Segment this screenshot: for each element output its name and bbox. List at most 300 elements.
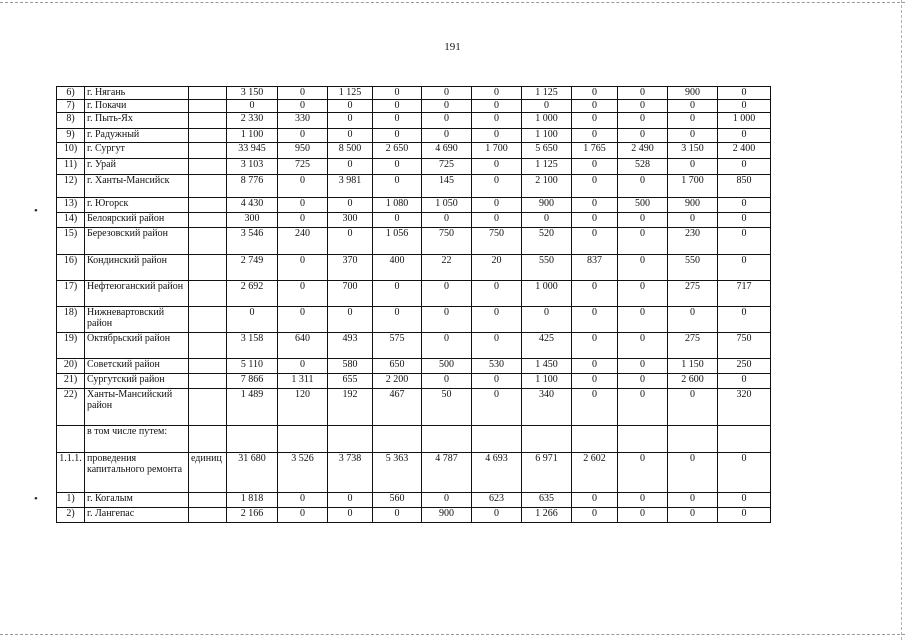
value-cell	[328, 426, 373, 453]
value-cell: 0	[618, 255, 668, 281]
row-index: 1.1.1.	[57, 453, 85, 493]
value-cell: 0	[278, 87, 328, 100]
page-number: 191	[444, 41, 461, 53]
value-cell: 0	[618, 389, 668, 426]
value-cell	[718, 426, 771, 453]
row-index: 10)	[57, 143, 85, 159]
value-cell: 0	[472, 113, 522, 129]
value-cell: 0	[618, 175, 668, 198]
row-name: Белоярский район	[85, 213, 189, 228]
value-cell: 0	[572, 129, 618, 143]
value-cell: 3 150	[668, 143, 718, 159]
row-name: г. Покачи	[85, 100, 189, 113]
value-cell: 0	[572, 281, 618, 307]
row-unit	[189, 493, 227, 508]
value-cell: 0	[718, 213, 771, 228]
value-cell: 3 526	[278, 453, 328, 493]
table-row	[57, 333, 771, 359]
value-cell: 580	[328, 359, 373, 374]
value-cell: 493	[328, 333, 373, 359]
value-cell: 750	[422, 228, 472, 255]
value-cell: 1 125	[522, 87, 572, 100]
value-cell: 0	[472, 374, 522, 389]
value-cell: 4 690	[422, 143, 472, 159]
value-cell: 0	[472, 508, 522, 523]
table-row	[57, 493, 771, 508]
value-cell: 0	[422, 493, 472, 508]
value-cell: 0	[618, 508, 668, 523]
value-cell: 0	[718, 374, 771, 389]
value-cell: 1 000	[522, 281, 572, 307]
value-cell	[227, 426, 278, 453]
value-cell: 0	[278, 198, 328, 213]
value-cell: 8 500	[328, 143, 373, 159]
value-cell: 31 680	[227, 453, 278, 493]
row-index: 22)	[57, 389, 85, 426]
value-cell: 0	[718, 87, 771, 100]
row-name: г. Сургут	[85, 143, 189, 159]
value-cell: 837	[572, 255, 618, 281]
row-index: 17)	[57, 281, 85, 307]
value-cell: 425	[522, 333, 572, 359]
row-name: Ханты-Мансийский район	[85, 389, 189, 426]
value-cell: 0	[618, 100, 668, 113]
value-cell: 0	[328, 159, 373, 175]
value-cell: 0	[227, 307, 278, 333]
value-cell: 950	[278, 143, 328, 159]
value-cell: 2 330	[227, 113, 278, 129]
row-unit	[189, 87, 227, 100]
row-unit	[189, 113, 227, 129]
value-cell: 1 765	[572, 143, 618, 159]
value-cell: 655	[328, 374, 373, 389]
row-index: 20)	[57, 359, 85, 374]
value-cell: 750	[718, 333, 771, 359]
value-cell: 230	[668, 228, 718, 255]
value-cell: 0	[572, 493, 618, 508]
row-index: 13)	[57, 198, 85, 213]
row-index: 1)	[57, 493, 85, 508]
value-cell: 0	[373, 129, 422, 143]
row-name: Кондинский район	[85, 255, 189, 281]
scan-edge-bottom	[0, 634, 905, 635]
value-cell: 0	[618, 129, 668, 143]
value-cell: 0	[373, 113, 422, 129]
value-cell: 0	[718, 198, 771, 213]
value-cell: 717	[718, 281, 771, 307]
value-cell: 0	[278, 508, 328, 523]
value-cell: 0	[618, 213, 668, 228]
value-cell: 0	[278, 255, 328, 281]
value-cell: 1 080	[373, 198, 422, 213]
value-cell	[522, 426, 572, 453]
value-cell: 0	[278, 307, 328, 333]
value-cell: 0	[572, 333, 618, 359]
value-cell: 275	[668, 281, 718, 307]
value-cell: 0	[522, 307, 572, 333]
value-cell: 1 100	[227, 129, 278, 143]
value-cell: 0	[718, 228, 771, 255]
table-row	[57, 281, 771, 307]
value-cell: 0	[572, 113, 618, 129]
value-cell: 33 945	[227, 143, 278, 159]
value-cell: 0	[373, 307, 422, 333]
value-cell: 0	[522, 100, 572, 113]
value-cell: 0	[472, 198, 522, 213]
value-cell: 370	[328, 255, 373, 281]
value-cell: 700	[328, 281, 373, 307]
row-index: 8)	[57, 113, 85, 129]
value-cell: 0	[668, 129, 718, 143]
value-cell: 1 818	[227, 493, 278, 508]
value-cell: 7 866	[227, 374, 278, 389]
value-cell: 0	[328, 129, 373, 143]
value-cell: 250	[718, 359, 771, 374]
value-cell: 0	[373, 159, 422, 175]
value-cell: 0	[572, 100, 618, 113]
value-cell: 0	[472, 129, 522, 143]
value-cell: 0	[618, 87, 668, 100]
value-cell: 0	[718, 100, 771, 113]
row-unit	[189, 508, 227, 523]
table-row	[57, 374, 771, 389]
table-body	[57, 87, 771, 523]
value-cell: 6 971	[522, 453, 572, 493]
value-cell: 330	[278, 113, 328, 129]
value-cell: 400	[373, 255, 422, 281]
row-name: Сургутский район	[85, 374, 189, 389]
table-row	[57, 198, 771, 213]
value-cell: 8 776	[227, 175, 278, 198]
value-cell: 0	[373, 100, 422, 113]
value-cell: 0	[422, 307, 472, 333]
value-cell: 0	[572, 374, 618, 389]
value-cell: 0	[472, 213, 522, 228]
value-cell: 0	[422, 129, 472, 143]
value-cell: 850	[718, 175, 771, 198]
value-cell: 0	[718, 159, 771, 175]
value-cell: 900	[522, 198, 572, 213]
value-cell: 320	[718, 389, 771, 426]
table-row	[57, 213, 771, 228]
value-cell: 0	[278, 175, 328, 198]
value-cell: 0	[328, 508, 373, 523]
value-cell: 623	[472, 493, 522, 508]
row-unit	[189, 359, 227, 374]
value-cell: 0	[472, 389, 522, 426]
value-cell: 1 100	[522, 129, 572, 143]
value-cell	[278, 426, 328, 453]
value-cell: 240	[278, 228, 328, 255]
value-cell: 2 650	[373, 143, 422, 159]
value-cell: 560	[373, 493, 422, 508]
value-cell: 0	[472, 100, 522, 113]
value-cell: 0	[278, 359, 328, 374]
value-cell: 1 100	[522, 374, 572, 389]
value-cell: 0	[618, 113, 668, 129]
table-row	[57, 255, 771, 281]
value-cell: 5 650	[522, 143, 572, 159]
value-cell: 0	[668, 159, 718, 175]
value-cell: 3 738	[328, 453, 373, 493]
value-cell: 3 981	[328, 175, 373, 198]
value-cell: 0	[278, 100, 328, 113]
value-cell: 275	[668, 333, 718, 359]
value-cell: 0	[422, 113, 472, 129]
value-cell: 0	[328, 113, 373, 129]
table-row	[57, 100, 771, 113]
value-cell: 575	[373, 333, 422, 359]
value-cell: 650	[373, 359, 422, 374]
row-name: в том числе путем:	[85, 426, 189, 453]
value-cell: 900	[668, 198, 718, 213]
value-cell: 145	[422, 175, 472, 198]
data-table	[56, 86, 771, 523]
row-index	[57, 426, 85, 453]
value-cell: 1 000	[718, 113, 771, 129]
margin-bullet: •	[34, 493, 38, 505]
value-cell: 50	[422, 389, 472, 426]
value-cell: 1 050	[422, 198, 472, 213]
value-cell: 0	[522, 213, 572, 228]
row-unit	[189, 129, 227, 143]
row-name: Советский район	[85, 359, 189, 374]
value-cell	[668, 426, 718, 453]
value-cell: 0	[472, 87, 522, 100]
row-name: Березовский район	[85, 228, 189, 255]
row-index: 12)	[57, 175, 85, 198]
row-unit	[189, 213, 227, 228]
table-row	[57, 453, 771, 493]
value-cell: 0	[718, 508, 771, 523]
value-cell: 0	[328, 493, 373, 508]
value-cell: 0	[422, 281, 472, 307]
scan-edge-top	[0, 2, 905, 3]
value-cell: 0	[718, 255, 771, 281]
value-cell: 0	[422, 374, 472, 389]
value-cell: 0	[278, 129, 328, 143]
value-cell: 0	[618, 281, 668, 307]
row-name: Нижневартовский район	[85, 307, 189, 333]
row-name: г. Лангепас	[85, 508, 189, 523]
row-index: 9)	[57, 129, 85, 143]
row-unit	[189, 374, 227, 389]
scan-edge-right	[901, 0, 902, 640]
value-cell: 0	[618, 359, 668, 374]
value-cell: 0	[472, 281, 522, 307]
value-cell: 0	[718, 493, 771, 508]
row-unit	[189, 100, 227, 113]
value-cell: 0	[278, 493, 328, 508]
value-cell: 530	[472, 359, 522, 374]
value-cell: 0	[668, 508, 718, 523]
row-name: Октябрьский район	[85, 333, 189, 359]
value-cell: 4 693	[472, 453, 522, 493]
row-index: 6)	[57, 87, 85, 100]
table-row	[57, 113, 771, 129]
value-cell: 520	[522, 228, 572, 255]
row-name: г. Урай	[85, 159, 189, 175]
value-cell: 900	[422, 508, 472, 523]
value-cell: 500	[618, 198, 668, 213]
value-cell: 0	[572, 175, 618, 198]
value-cell: 0	[472, 159, 522, 175]
row-unit	[189, 255, 227, 281]
value-cell: 0	[373, 87, 422, 100]
value-cell: 900	[668, 87, 718, 100]
row-name: г. Нягань	[85, 87, 189, 100]
value-cell: 0	[618, 453, 668, 493]
value-cell	[373, 426, 422, 453]
value-cell: 0	[328, 198, 373, 213]
table-row	[57, 389, 771, 426]
row-index: 16)	[57, 255, 85, 281]
value-cell: 0	[668, 389, 718, 426]
row-index: 21)	[57, 374, 85, 389]
value-cell: 0	[572, 359, 618, 374]
value-cell: 4 787	[422, 453, 472, 493]
value-cell	[472, 426, 522, 453]
value-cell: 0	[572, 508, 618, 523]
value-cell: 2 400	[718, 143, 771, 159]
row-index: 7)	[57, 100, 85, 113]
value-cell: 0	[618, 333, 668, 359]
table-row	[57, 359, 771, 374]
value-cell: 0	[668, 453, 718, 493]
value-cell: 0	[472, 175, 522, 198]
value-cell: 2 200	[373, 374, 422, 389]
value-cell	[422, 426, 472, 453]
value-cell: 0	[278, 281, 328, 307]
row-name: г. Ханты-Мансийск	[85, 175, 189, 198]
table-row	[57, 175, 771, 198]
value-cell: 1 125	[328, 87, 373, 100]
value-cell: 640	[278, 333, 328, 359]
table-row	[57, 307, 771, 333]
table-row	[57, 228, 771, 255]
value-cell: 0	[572, 228, 618, 255]
value-cell: 467	[373, 389, 422, 426]
value-cell: 4 430	[227, 198, 278, 213]
value-cell: 1 700	[668, 175, 718, 198]
value-cell: 0	[373, 213, 422, 228]
row-index: 2)	[57, 508, 85, 523]
value-cell: 340	[522, 389, 572, 426]
row-unit	[189, 307, 227, 333]
value-cell: 1 000	[522, 113, 572, 129]
row-index: 11)	[57, 159, 85, 175]
value-cell: 3 103	[227, 159, 278, 175]
value-cell: 0	[718, 129, 771, 143]
value-cell: 0	[422, 213, 472, 228]
value-cell: 0	[373, 508, 422, 523]
row-name: г. Радужный	[85, 129, 189, 143]
row-unit	[189, 389, 227, 426]
value-cell: 0	[472, 333, 522, 359]
value-cell: 725	[278, 159, 328, 175]
value-cell: 0	[328, 228, 373, 255]
value-cell: 0	[278, 213, 328, 228]
row-unit: единиц	[189, 453, 227, 493]
value-cell: 550	[668, 255, 718, 281]
row-unit	[189, 228, 227, 255]
row-index: 14)	[57, 213, 85, 228]
value-cell: 0	[472, 307, 522, 333]
value-cell: 0	[718, 453, 771, 493]
value-cell: 2 602	[572, 453, 618, 493]
value-cell: 0	[668, 213, 718, 228]
value-cell: 0	[668, 100, 718, 113]
value-cell: 0	[373, 175, 422, 198]
table-row	[57, 508, 771, 523]
value-cell: 0	[572, 198, 618, 213]
value-cell: 750	[472, 228, 522, 255]
value-cell: 3 150	[227, 87, 278, 100]
value-cell: 0	[618, 307, 668, 333]
value-cell: 0	[422, 100, 472, 113]
value-cell: 725	[422, 159, 472, 175]
value-cell: 500	[422, 359, 472, 374]
row-name: проведения капитального ремонта	[85, 453, 189, 493]
row-unit	[189, 426, 227, 453]
value-cell: 0	[572, 213, 618, 228]
value-cell: 1 125	[522, 159, 572, 175]
value-cell: 192	[328, 389, 373, 426]
value-cell: 0	[618, 374, 668, 389]
table-row	[57, 129, 771, 143]
value-cell: 1 056	[373, 228, 422, 255]
row-unit	[189, 333, 227, 359]
value-cell: 3 546	[227, 228, 278, 255]
value-cell: 0	[422, 333, 472, 359]
value-cell: 0	[668, 493, 718, 508]
value-cell: 300	[227, 213, 278, 228]
value-cell: 22	[422, 255, 472, 281]
margin-bullet: •	[34, 205, 38, 217]
table-row	[57, 426, 771, 453]
row-index: 15)	[57, 228, 85, 255]
value-cell: 1 450	[522, 359, 572, 374]
value-cell: 0	[572, 159, 618, 175]
value-cell: 5 363	[373, 453, 422, 493]
row-unit	[189, 281, 227, 307]
row-unit	[189, 159, 227, 175]
value-cell: 0	[618, 493, 668, 508]
value-cell: 1 489	[227, 389, 278, 426]
value-cell: 5 110	[227, 359, 278, 374]
value-cell: 0	[618, 228, 668, 255]
value-cell: 2 749	[227, 255, 278, 281]
value-cell	[618, 426, 668, 453]
row-name: г. Югорск	[85, 198, 189, 213]
value-cell: 300	[328, 213, 373, 228]
value-cell: 2 100	[522, 175, 572, 198]
value-cell: 1 700	[472, 143, 522, 159]
value-cell: 0	[572, 389, 618, 426]
value-cell: 2 692	[227, 281, 278, 307]
value-cell: 0	[572, 307, 618, 333]
value-cell: 3 158	[227, 333, 278, 359]
value-cell: 550	[522, 255, 572, 281]
value-cell: 0	[373, 281, 422, 307]
value-cell: 1 266	[522, 508, 572, 523]
value-cell	[572, 426, 618, 453]
value-cell: 0	[328, 307, 373, 333]
value-cell: 0	[328, 100, 373, 113]
row-unit	[189, 175, 227, 198]
row-unit	[189, 198, 227, 213]
row-index: 18)	[57, 307, 85, 333]
